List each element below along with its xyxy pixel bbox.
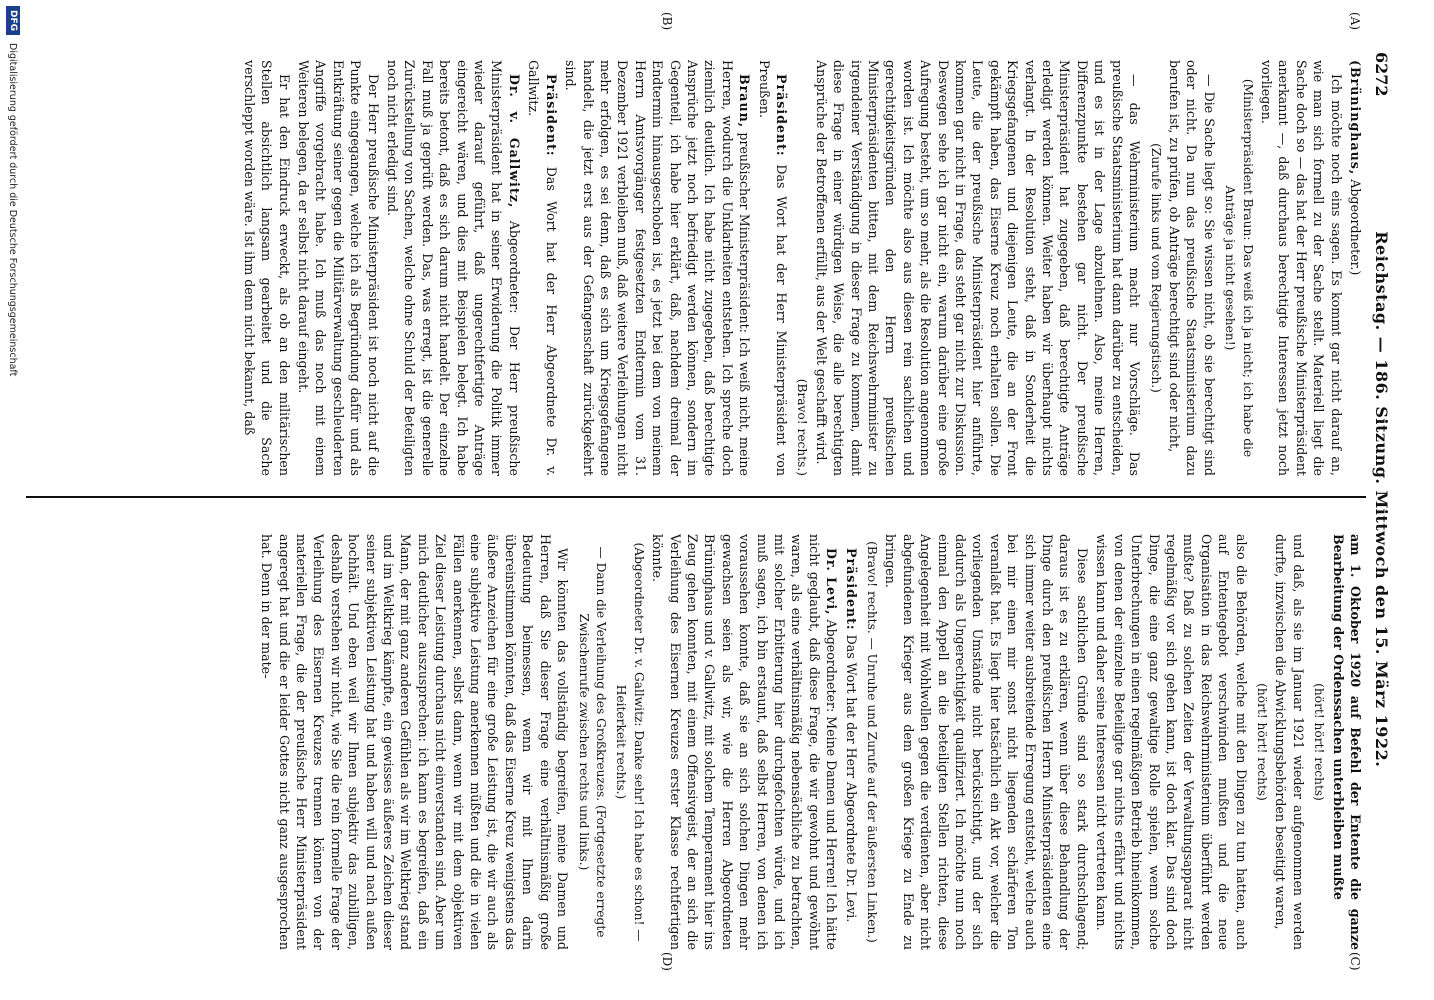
paragraph — [649, 534, 840, 950]
speaker-name: Dr. Levi, — [824, 548, 840, 616]
interjection: (Bravo! rechts. — Unruhe und Zurufe auf der äußersten Linken.) — [865, 541, 880, 943]
paragraph: und daß, als sie im Januar 1921 wieder aufgenommen werden durfte, inzwischen die Abwicklungsbehörden beseitigt waren, — [1273, 534, 1306, 950]
speaker-name: Präsident: — [543, 74, 559, 157]
paragraph: — das Wehrministerium macht nur Vorschläge. Das preußische Staatsministerium hat dann darüber zu entscheiden, und es ist in der Lage abzulehnen. Also, meine Herren, Differenzpunkte bestehen gar nicht. Der preußische Ministerpräsident hat zugegeben, daß berechtigte Anträge erledigt werden können. Weiter haben wir überhaupt nichts verlangt. In der Resolution steht, daß in Sonderheit die Kriegsgefangenen und diejenigen Leute, die an der Front gekämpft haben, das Eiserne Kreuz noch erhalten sollen. Die Leute, die der preußische Ministerpräsident hier anführte, kommen gar nicht in Frage, das steht gar nicht zur Diskussion. Deswegen sehe ich gar nicht ein, warum darüber eine große Aufregung besteht, um so mehr, als die Resolution angenommen worden ist. Ich möchte also aus diesen rein sachlichen und gerechtigkeitsgründen den Herrn preußischen Ministerpräsidenten bitten, mit dem Reichswehrminister zu irgendeiner Verständigung in dieser Frage zu kommen, damit diese Frage in einer würdigen Weise, die alle berechtigten Ansprüche der Betroffenen erfüllt, aus der Welt geschafft wird. — [813, 60, 1143, 476]
speaker-name: (Brüninghaus, — [1348, 60, 1363, 176]
paragraph: Wir könnten das vollständig begreifen, meine Damen und Herren, daß Sie dieser Frage eine verhältnismäßig große Bedeutung beimessen, wenn wir mit Ihnen darin übereinstimmen könnten, daß das Eiserne Kreuz wenigstens das äußere Anzeichen für eine große Leistung ist, die wir auch als eine subjektive Leistung anerkennen müßten und die in vielen Fällen anerkennen, selbst dann, wenn wir mit dem objektiven Ziel dieser Leistung durchaus nicht einverstanden sind. Aber um mich deutlicher auszusprechen: ich kann es begreifen, daß ein Mann, der mit ganz anderen Gefühlen als wir im Weltkrieg stand und im Weltkrieg kämpfte, ein gewisses äußeres Zeichen dieser seiner subjektiven Leistung hat und haben will und nach außen hochhält. Und eben weil wir Ihnen subjektiv das zubilligen, deshalb verstehen wir nicht, wie Sie die rein formelle Frage der Verleihung des Eisernen Kreuzes trennen können von der materiellen Frage, die der preußische Herr Ministerpräsident angeregt hat und die er leider Gottes nicht ganz ausgesprochen hat. Denn in der mate- — [259, 534, 571, 950]
paragraph: Der Herr preußische Ministerpräsident ist noch nicht auf die Punkte eingegangen, welche ich als Begründung dafür und als Entkräftung seiner gegen die Militärverwaltung geschleuderten Angriffe vorgebracht habe. Ich muß das noch mit einem Weiteren belegen, da er selbst nicht darauf eingeht. — [296, 60, 381, 476]
speaker-role: Abgeordneter.) — [1348, 179, 1363, 276]
column-marker-a: (A) — [1348, 12, 1362, 31]
right-column — [26, 534, 1364, 950]
speech-text: Abgeordneter: Der Herr preußische Ministerpräsident hat in seiner Erwiderung die Politik immer wieder darauf geführt, daß ungerechtfertigte Anträge eingereicht wären, und dies mit Beispielen belegt. Ich habe bereits betont, daß es sich darum nicht handelt. Der einzelne Fall muß ja geprüft werden. Das, was erregt, ist die generelle Zurückstellung von Sachen, welche ohne Schuld der Beteiligten noch nicht erledigt sind. — [385, 60, 522, 476]
paragraph — [842, 534, 859, 950]
page-header — [1370, 52, 1394, 932]
speech-text: Abgeordneter: Meine Damen und Herren! Ich hätte nicht geglaubt, daß diese Frage, die wir gewohnt und gewöhnt waren, als eine verhältnismäßig nebensächliche zu betrachten, mit solcher Erbitterung hier durchgefochten würde, und ich muß sagen, ich bin erstaunt, daß selbst Herren, von denen ich voraussehen konnte, daß sie an sich solchen Dingen mehr gewachsen seien als wir, wie die Herren Abgeordneten Brüninghaus und v. Gallwitz, mit solchem Temperament hier ins Zeug gehen konnten, mit einem Offensivgeist, der an sich die Verleihung des Eisernen Kreuzes erster Klasse rechtfertigen könnte. — [650, 534, 840, 950]
paragraph — [562, 60, 753, 476]
running-title: Reichstag. — 186. Sitzung. Mittwoch den 15. März 1922. — [1372, 231, 1392, 768]
paragraph — [525, 60, 560, 476]
speech-text: Das Wort hat der Herr Abgeordnete Dr. v. Gallwitz. — [526, 60, 559, 476]
paragraph: Ich möchte noch eins sagen. Es kommt gar nicht darauf an, wie man sich formell zu der Sache stellt. Materiell liegt die Sache doch so — das hat der Herr preußische Ministerpräsident anerkannt —, daß durchaus berechtigte Interessen jetzt noch vorliegen. — [1258, 60, 1344, 476]
paragraph: also die Behörden, welche mit den Dingen zu tun hatten, auch auf Ententegebot verschwinden mußten und die neue Organisation in das Reichswehrministerium überführt werden mußte? Daß zu solchen Zeiten der Verwaltungsapparat nicht regelmäßig vor sich gehen kann, ist doch klar. Das sind doch Dinge, die eine ganz gewaltige Rolle spielen, wenn solche Unterbrechungen in einen regelmäßigen Betrieb hineinkommen, von denen der einzelne Beteiligte gar nichts erfährt und nichts wissen kann und daher seine Interessen nicht vertreten kann. — [1094, 534, 1249, 950]
left-column — [26, 60, 1364, 476]
paragraph — [1347, 60, 1364, 476]
speaker-name: Präsident: — [774, 74, 789, 157]
paragraph — [384, 60, 523, 476]
speaker-name: Braun, — [737, 74, 753, 129]
footer-text: Digitalisierung gefördert durch die Deutsche Forschungsgemeinschaft — [7, 43, 19, 377]
column-divider — [26, 496, 1366, 498]
digitization-footer — [4, 0, 22, 1000]
interjection: — Dann die Verleihung des Großkreuzes. (Fortgesetzte erregte Zwischenrufe zwischen rechts und links.) — [576, 546, 608, 938]
interjection: (hört! hört! rechts) — [1312, 683, 1327, 801]
interjection: (hört! hört! rechts) — [1254, 683, 1269, 801]
paragraph: am 1. Oktober 1920 auf Befehl der Entente die ganze Bearbeitung der Ordenssachen unterbleiben mußte — [1330, 534, 1363, 950]
column-marker-d: (D) — [660, 952, 674, 971]
paragraph: Diese sachlichen Gründe sind so stark durchschlagend; daraus ist es zu erklären, wenn über diese Behandlung der Dinge durch den preußischen Herrn Ministerpräsidenten eine sich immer weiter ausbreitende Erregung entsteht, welche auch bei mir einen mir sonst nicht liegenden schärferen Ton veranlaßt hat. Es liegt hier tatsächlich ein Akt vor, welcher die vorliegenden Umstände nicht berücksichtigt, und der sich dadurch als Ungerechtigkeit qualifiziert. Ich möchte nun noch einmal den Appell an die beteiligten Stellen richten, diese Angelegenheit mit Wohlwollen gegen die verdienten, aber nicht abgefundenen Krieger aus dem großen Kriege zu Ende zu bringen. — [883, 534, 1090, 950]
dfg-logo: DFG — [6, 6, 20, 35]
page-number: 6272 — [1372, 52, 1392, 97]
applause-note: (Bravo! rechts.) — [795, 378, 810, 476]
paragraph: — Die Sache liegt so: Sie wissen nicht, ob sie berechtigt sind oder nicht. Da nun das preußische Staatsministerium dazu berufen ist, zu prüfen, ob Anträge berechtigt sind oder nicht, — [1166, 60, 1217, 476]
interjection: (Abgeordneter Dr. v. Gallwitz: Danke sehr! Ich habe es schon! — Heiterkeit rechts.) — [614, 542, 646, 942]
column-marker-b: (B) — [660, 12, 674, 31]
speech-text: Das Wort hat der Herr Abgeordnete Dr. Levi. — [843, 634, 859, 923]
paragraph: Er hat den Eindruck erweckt, als ob an den militärischen Stellen absichtlich langsam gearbeitet und die Sache verschleppt worden wäre. Ist ihm denn nicht bekannt, daß — [241, 60, 292, 476]
speaker-name: Präsident: — [843, 548, 859, 631]
paragraph — [755, 60, 790, 476]
speech-text: preußischer Ministerpräsident: Ich weiß nicht, meine Herren, wodurch die Unklarheiten entstehen. Ich spreche doch ziemlich deutlich. Ich habe nicht zugegeben, daß berechtigte Ansprüche jetzt noch befriedigt werden können, sondern im Gegenteil, ich habe hier erklärt, daß, nachdem dreimal der Endtermin hinausgeschoben ist, es jetzt bei dem von meinem Herrn Amtsvorgänger festgesetzten Endtermin vom 31. Dezember 1921 verbleiben muß, daß weitere Verleihungen nicht mehr erfolgen, es sei denn, daß es sich um Kriegsgefangene handelt, die jetzt erst aus der Gefangenschaft zurückgekehrt sind. — [563, 60, 753, 476]
column-marker-c: (C) — [1348, 952, 1362, 971]
speaker-name: Dr. v. Gallwitz, — [506, 74, 522, 209]
interjection: (Ministerpräsident Braun: Das weiß ich ja nicht; ich habe die Anträge ja nicht gesehen!) — [1223, 78, 1255, 458]
speech-text: Das Wort hat der Herr Ministerpräsident von Preußen. — [756, 60, 789, 476]
interjection: (Zurufe links und vom Regierungstisch.) — [1148, 143, 1163, 393]
